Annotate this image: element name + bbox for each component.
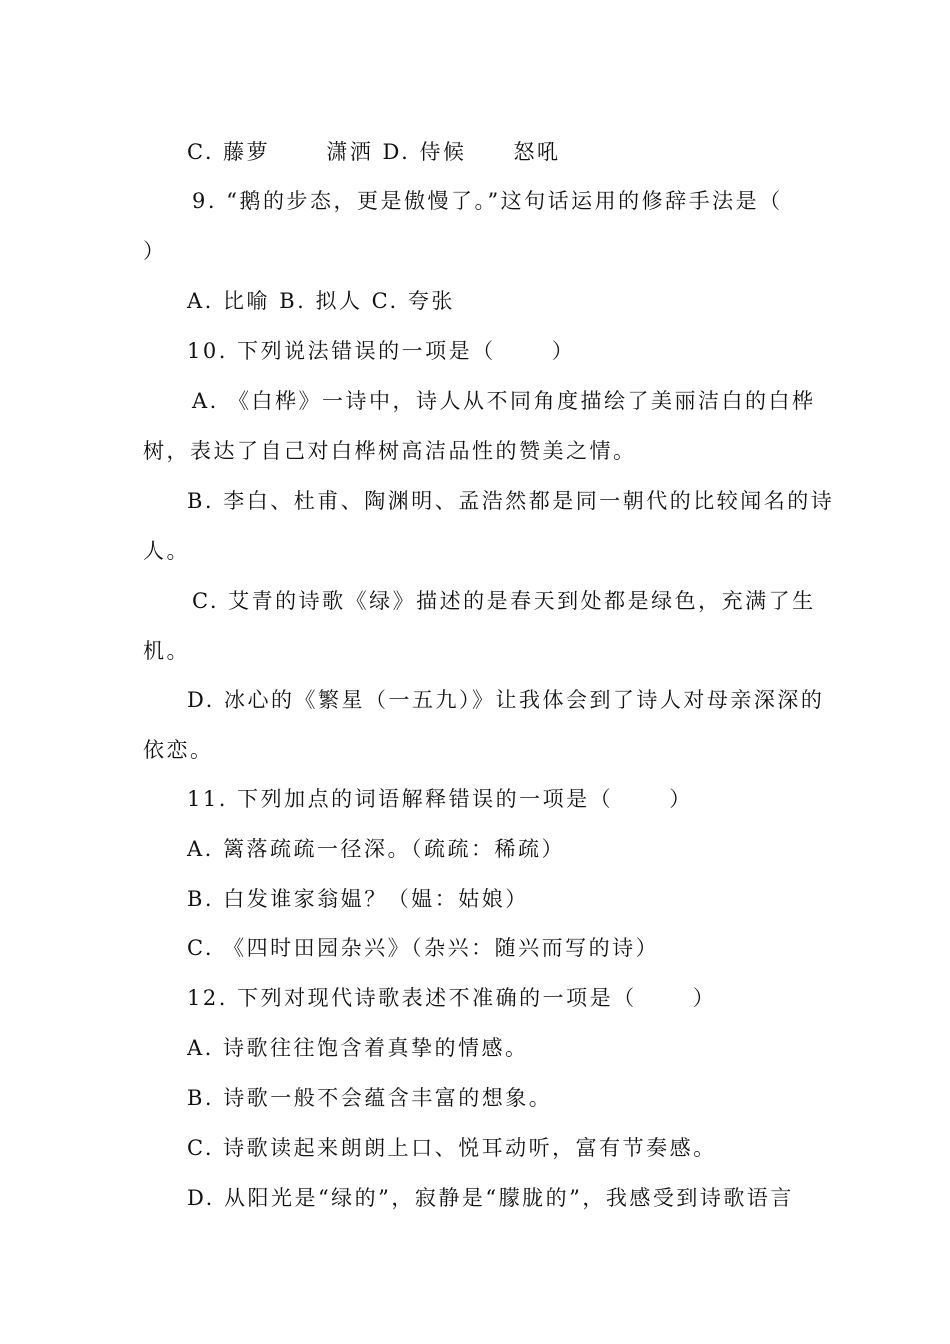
q8-options-cd: C. 藤萝 潇洒 D. 侍候 怒吼 <box>187 140 561 164</box>
q11-option-b: B. 白发谁家翁媪？（媪：姑娘） <box>187 887 529 911</box>
q12-stem: 12. 下列对现代诗歌表述不准确的一项是（ ） <box>187 986 717 1010</box>
q12-option-b: B. 诗歌一般不会蕴含丰富的想象。 <box>187 1086 553 1110</box>
q10-stem: 10. 下列说法错误的一项是（ ） <box>187 339 576 363</box>
q10-option-b-cont: 人。 <box>143 539 190 563</box>
q10-option-a-cont: 树，表达了自己对白桦树高洁品性的赞美之情。 <box>143 439 637 463</box>
q12-option-a: A. 诗歌往往饱含着真挚的情感。 <box>187 1036 529 1060</box>
q9-options: A. 比喻 B. 拟人 C. 夸张 <box>187 289 455 313</box>
q9-stem-cont: ） <box>143 239 167 263</box>
q12-option-c: C. 诗歌读起来朗朗上口、悦耳动听，富有节奏感。 <box>187 1136 717 1160</box>
q10-option-b: B. 李白、杜甫、陶渊明、孟浩然都是同一朝代的比较闻名的诗 <box>187 489 835 513</box>
q10-option-a: A. 《白桦》一诗中，诗人从不同角度描绘了美丽洁白的白桦 <box>192 389 816 413</box>
q11-stem: 11. 下列加点的词语解释错误的一项是（ ） <box>187 787 693 811</box>
q11-option-a: A. 篱落疏疏一径深。（疏疏：稀疏） <box>187 837 566 861</box>
q10-option-d: D. 冰心的《繁星（一五九）》让我体会到了诗人对母亲深深的 <box>187 688 825 712</box>
q10-option-c-cont: 机。 <box>143 639 190 663</box>
q11-option-c: C. 《四时田园杂兴》（杂兴：随兴而写的诗） <box>187 936 660 960</box>
q10-option-d-cont: 依恋。 <box>143 738 214 762</box>
q12-option-d: D. 从阳光是“绿的”，寂静是“朦胧的”，我感受到诗歌语言 <box>187 1186 794 1210</box>
q9-stem: 9. “鹅的步态，更是傲慢了。”这句话运用的修辞手法是（ <box>192 189 783 213</box>
q10-option-c: C. 艾青的诗歌《绿》描述的是春天到处都是绿色，充满了生 <box>192 589 816 613</box>
